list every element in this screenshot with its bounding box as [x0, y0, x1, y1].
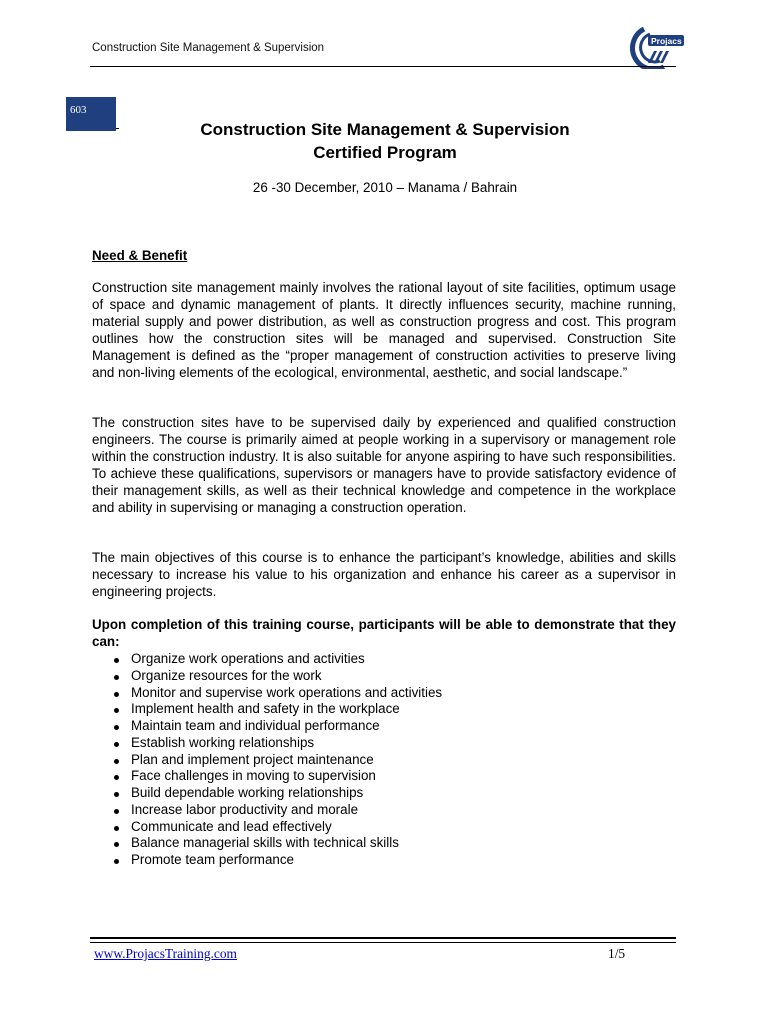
list-item: Implement health and safety in the workplace [112, 701, 442, 718]
list-item: Organize work operations and activities [112, 651, 442, 668]
list-item: Plan and implement project maintenance [112, 752, 442, 769]
bullet-icon [114, 792, 119, 797]
bullet-icon [114, 658, 119, 663]
bullet-icon [114, 759, 119, 764]
bullet-icon [114, 725, 119, 730]
list-item: Increase labor productivity and morale [112, 802, 442, 819]
bullet-icon [114, 775, 119, 780]
event-date-location: 26 -30 December, 2010 – Manama / Bahrain [252, 180, 518, 195]
document-title [92, 118, 678, 164]
footer-rule-thin [90, 942, 676, 943]
list-item: Promote team performance [112, 852, 442, 869]
outcomes-intro: Upon completion of this training course, participants will be able to demonstrate that they can: [92, 617, 676, 649]
bullet-icon [114, 675, 119, 680]
list-item: Build dependable working relationships [112, 785, 442, 802]
list-item: Organize resources for the work [112, 668, 442, 685]
list-item: Face challenges in moving to supervision [112, 768, 442, 785]
logo-text: Projacs [651, 36, 682, 46]
bullet-icon [114, 708, 119, 713]
bullet-icon [114, 742, 119, 747]
list-item: Monitor and supervise work operations and activities [112, 685, 442, 702]
list-item: Maintain team and individual performance [112, 718, 442, 735]
footer-rule [90, 937, 676, 939]
bullet-icon [114, 809, 119, 814]
running-header: Construction Site Management & Supervision [92, 42, 325, 54]
course-code: 603 [70, 104, 87, 116]
header-rule [90, 66, 676, 67]
paragraph-2: The construction sites have to be supervised daily by experienced and qualified construction engineers. The course is primarily aimed at people working in a supervisory or management role within the construction industry. It is also suitable for anyone aspiring to have such responsibilities. To achieve these qualifications, supervisors or managers have to provide satisfactory evidence of their management skills, as well as their technical knowledge and competence in the workplace and ability in supervising or managing a construction operation. [92, 415, 676, 515]
paragraph-3: The main objectives of this course is to enhance the participant’s knowledge, abilities and skills necessary to increase his value to his organization and enhance his career as a supervisor in engineering projects. [92, 550, 676, 599]
bullet-icon [114, 842, 119, 847]
list-item: Establish working relationships [112, 735, 442, 752]
paragraph-1: Construction site management mainly involves the rational layout of site facilities, optimum usage of space and dynamic management of plants. It directly influences security, machine running, material supply and power distribution, as well as construction progress and cost. This program outlines how the construction sites will be managed and supervised. Construction Site Management is defined as the “proper management of construction activities to preserve living and non-living elements of the ecological, environmental, aesthetic, and social landscape.” [92, 280, 676, 380]
list-item: Balance managerial skills with technical skills [112, 835, 442, 852]
page-number: 1/5 [608, 946, 626, 961]
list-item: Communicate and lead effectively [112, 819, 442, 836]
bullet-icon [114, 859, 119, 864]
title-line-1: Construction Site Management & Supervision [200, 120, 570, 139]
section-heading: Need & Benefit [92, 248, 188, 263]
projacs-logo [630, 25, 688, 69]
title-line-2: Certified Program [313, 143, 457, 162]
bullet-icon [114, 826, 119, 831]
outcomes-list [112, 651, 442, 869]
bullet-icon [114, 692, 119, 697]
footer-website-link[interactable]: www.ProjacsTraining.com [94, 946, 237, 961]
